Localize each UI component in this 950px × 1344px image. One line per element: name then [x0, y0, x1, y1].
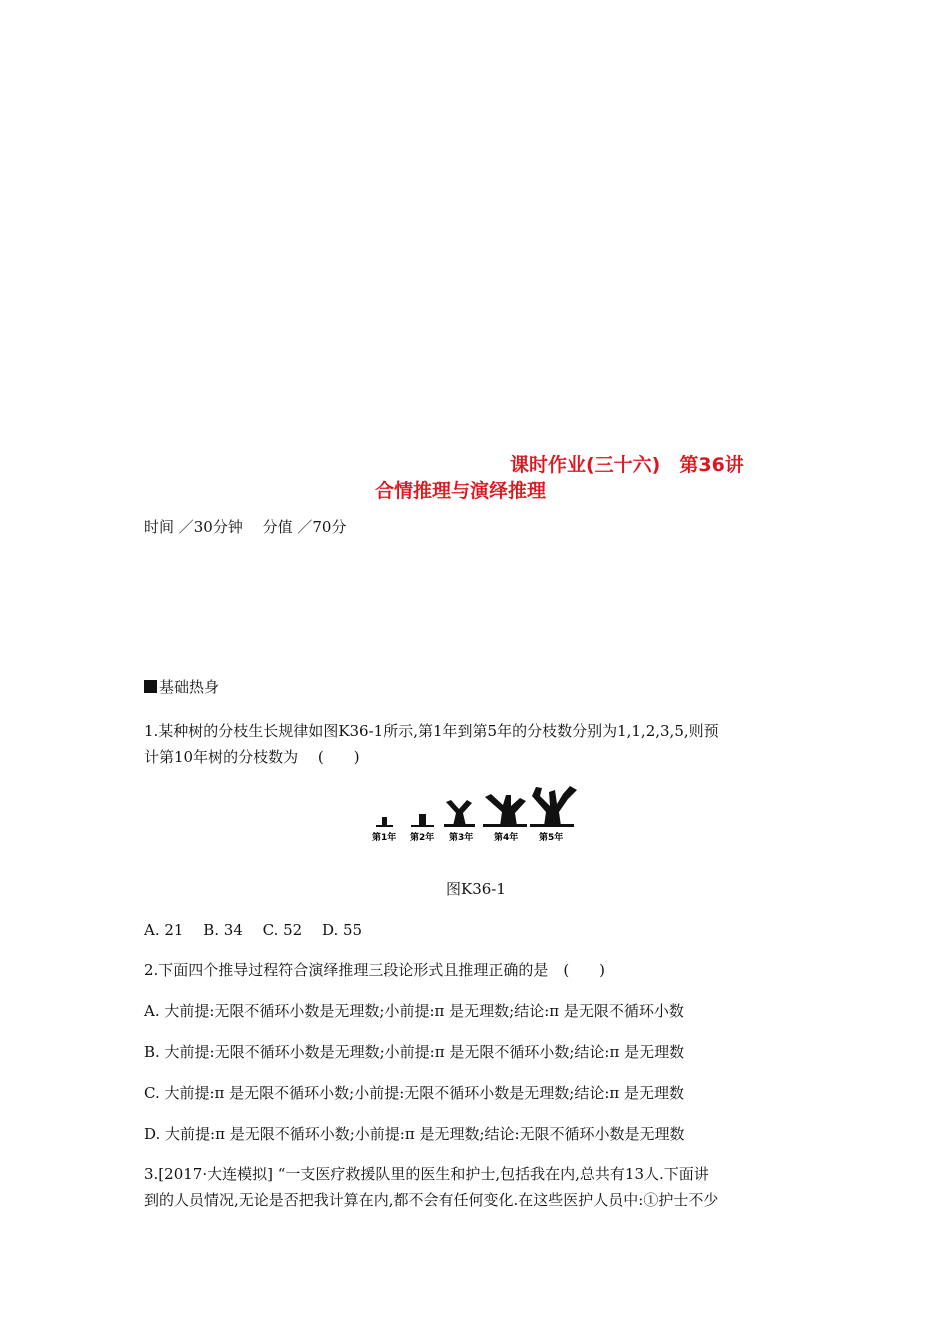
tree-year2-icon — [411, 814, 434, 827]
tree-label-year5: 第5年 — [539, 833, 564, 843]
q2-option-b: B. 大前提:无限不循环小数是无理数;小前提:π 是无限不循环小数;结论:π 是无理数 — [144, 1043, 685, 1061]
section-label: 基础热身 — [159, 678, 220, 696]
tree-year5-icon — [530, 786, 577, 827]
tree-year4-icon — [483, 794, 527, 827]
tree-label-year1: 第1年 — [372, 833, 397, 843]
q1-stem-line1: 1.某种树的分枝生长规律如图K36-1所示,第1年到第5年的分枝数分别为1,1,2,3,5,则预 — [144, 722, 719, 740]
section-marker-icon — [144, 680, 157, 693]
tree-growth-figure — [360, 782, 590, 846]
q2-stem: 2.下面四个推导过程符合演绎推理三段论形式且推理正确的是 ( ) — [144, 961, 606, 979]
tree-label-year4: 第4年 — [494, 833, 519, 843]
page-title-line2: 合情推理与演绎推理 — [375, 480, 547, 502]
q3-stem-line1: 3.[2017·大连模拟] “一支医疗救援队里的医生和护士,包括我在内,总共有13人.下面讲 — [144, 1165, 709, 1183]
q1-options: A. 21 B. 34 C. 52 D. 55 — [144, 921, 363, 939]
q2-option-a: A. 大前提:无限不循环小数是无理数;小前提:π 是无理数;结论:π 是无限不循环小数 — [144, 1002, 684, 1020]
q1-stem-line2: 计第10年树的分枝数为 ( ) — [144, 748, 360, 766]
time-score-info: 时间 ／30分钟 分值 ／70分 — [144, 518, 347, 536]
section-heading — [144, 676, 219, 697]
q3-stem-line2: 到的人员情况,无论是否把我计算在内,都不会有任何变化.在这些医护人员中:①护士不少 — [144, 1191, 719, 1209]
tree-growth-illustration — [360, 782, 590, 846]
q2-option-c: C. 大前提:π 是无限不循环小数;小前提:无限不循环小数是无理数;结论:π 是无理数 — [144, 1084, 685, 1102]
tree-year3-icon — [444, 800, 475, 827]
tree-label-year2: 第2年 — [410, 833, 435, 843]
q2-option-d: D. 大前提:π 是无限不循环小数;小前提:π 是无理数;结论:无限不循环小数是无理数 — [144, 1125, 685, 1143]
figure-caption: 图K36-1 — [446, 880, 506, 898]
tree-year1-icon — [376, 817, 393, 827]
page-title-line1: 课时作业(三十六) 第36讲 — [510, 454, 744, 476]
tree-label-year3: 第3年 — [449, 833, 474, 843]
